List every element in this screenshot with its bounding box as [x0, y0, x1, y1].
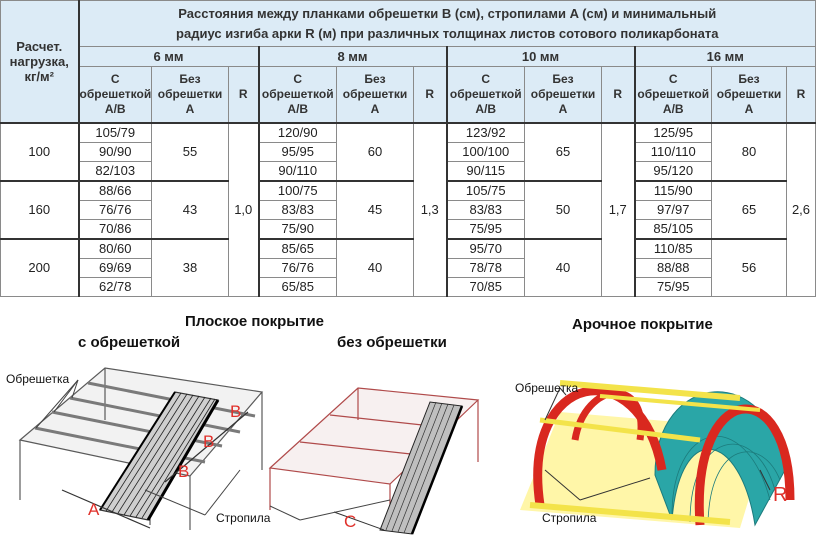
with-battens-label: с обрешеткой [78, 334, 181, 351]
subheader-without-battens: Без обрешетки A [152, 67, 229, 123]
with-battens-value: 95/95 [259, 142, 337, 161]
thickness-10mm: 10 мм [447, 47, 635, 67]
subheader-with-battens: С обрешеткой A/B [635, 67, 712, 123]
radius-value: 1,0 [229, 123, 259, 297]
with-battens-value: 100/75 [259, 181, 337, 201]
without-battens-value: 55 [152, 123, 229, 181]
without-battens-value: 38 [152, 239, 229, 297]
dimension-letter-b: B [203, 432, 215, 451]
without-battens-value: 65 [525, 123, 602, 181]
subheader-r: R [229, 67, 259, 123]
with-battens-value: 70/86 [79, 219, 152, 239]
with-battens-value: 125/95 [635, 123, 712, 143]
with-battens-value: 105/79 [79, 123, 152, 143]
with-battens-value: 76/76 [259, 258, 337, 277]
without-battens-value: 40 [525, 239, 602, 297]
subheader-with-battens: С обрешеткой A/B [259, 67, 337, 123]
rafters-label-right: Стропила [542, 511, 597, 525]
with-battens-value: 90/110 [259, 161, 337, 181]
with-battens-value: 100/100 [447, 142, 525, 161]
load-value: 200 [1, 239, 79, 297]
with-battens-value: 115/90 [635, 181, 712, 201]
subheader-without-battens: Без обрешетки A [337, 67, 414, 123]
thickness-16mm: 16 мм [635, 47, 816, 67]
with-battens-value: 75/90 [259, 219, 337, 239]
with-battens-value: 88/66 [79, 181, 152, 201]
with-battens-value: 75/95 [635, 277, 712, 296]
dimension-letter-a: A [88, 500, 100, 519]
with-battens-value: 90/90 [79, 142, 152, 161]
load-value: 160 [1, 181, 79, 239]
subheader-without-battens: Без обрешетки A [525, 67, 602, 123]
without-battens-value: 45 [337, 181, 414, 239]
without-battens-value: 80 [712, 123, 787, 181]
dimension-letter-b: B [230, 402, 242, 421]
with-battens-value: 78/78 [447, 258, 525, 277]
with-battens-value: 110/85 [635, 239, 712, 259]
radius-value: 1,7 [602, 123, 635, 297]
subheader-r: R [602, 67, 635, 123]
with-battens-value: 85/105 [635, 219, 712, 239]
table-title: Расстояния между планками обрешетки B (см), стропилами A (см) и минимальный радиус изгиба арки R (м) при различных толщинах листов сотового поликарбоната [79, 1, 816, 47]
subheader-without-battens: Без обрешетки A [712, 67, 787, 123]
with-battens-value: 95/70 [447, 239, 525, 259]
with-battens-value: 69/69 [79, 258, 152, 277]
radius-value: 1,3 [414, 123, 447, 297]
with-battens-value: 120/90 [259, 123, 337, 143]
with-battens-value: 70/85 [447, 277, 525, 296]
load-value: 100 [1, 123, 79, 181]
with-battens-value: 85/65 [259, 239, 337, 259]
subheader-r: R [414, 67, 447, 123]
flat-roof-title: Плоское покрытие [185, 313, 325, 330]
subheader-r: R [787, 67, 816, 123]
with-battens-value: 105/75 [447, 181, 525, 201]
with-battens-value: 65/85 [259, 277, 337, 296]
batten-label-left: Обрешетка [6, 372, 70, 386]
with-battens-value: 110/110 [635, 142, 712, 161]
dimension-letter-r: R [773, 484, 788, 506]
load-header: Расчет. нагрузка, кг/м² [1, 1, 79, 123]
arch-roof-title: Арочное покрытие [572, 316, 713, 333]
flat-roof-with-battens-drawing [20, 368, 262, 530]
without-battens-value: 40 [337, 239, 414, 297]
without-battens-value: 43 [152, 181, 229, 239]
thickness-6mm: 6 мм [79, 47, 259, 67]
dimension-letter-b: B [178, 462, 190, 481]
thickness-8mm: 8 мм [259, 47, 447, 67]
arched-roof-drawing [520, 383, 790, 528]
with-battens-value: 83/83 [259, 200, 337, 219]
with-battens-value: 80/60 [79, 239, 152, 259]
with-battens-value: 95/120 [635, 161, 712, 181]
with-battens-value: 88/88 [635, 258, 712, 277]
with-battens-value: 82/103 [79, 161, 152, 181]
with-battens-value: 62/78 [79, 277, 152, 296]
without-battens-value: 50 [525, 181, 602, 239]
batten-label-right: Обрешетка [515, 381, 579, 395]
with-battens-value: 76/76 [79, 200, 152, 219]
with-battens-value: 83/83 [447, 200, 525, 219]
subheader-with-battens: С обрешеткой A/B [79, 67, 152, 123]
rafters-label-middle: Стропила [216, 511, 271, 525]
with-battens-value: 75/95 [447, 219, 525, 239]
without-battens-value: 65 [712, 181, 787, 239]
subheader-with-battens: С обрешеткой A/B [447, 67, 525, 123]
without-battens-value: 60 [337, 123, 414, 181]
without-battens-label: без обрешетки [337, 334, 447, 351]
dimension-letter-c: C [344, 512, 357, 531]
with-battens-value: 123/92 [447, 123, 525, 143]
without-battens-value: 56 [712, 239, 787, 297]
with-battens-value: 90/115 [447, 161, 525, 181]
radius-value: 2,6 [787, 123, 816, 297]
with-battens-value: 97/97 [635, 200, 712, 219]
